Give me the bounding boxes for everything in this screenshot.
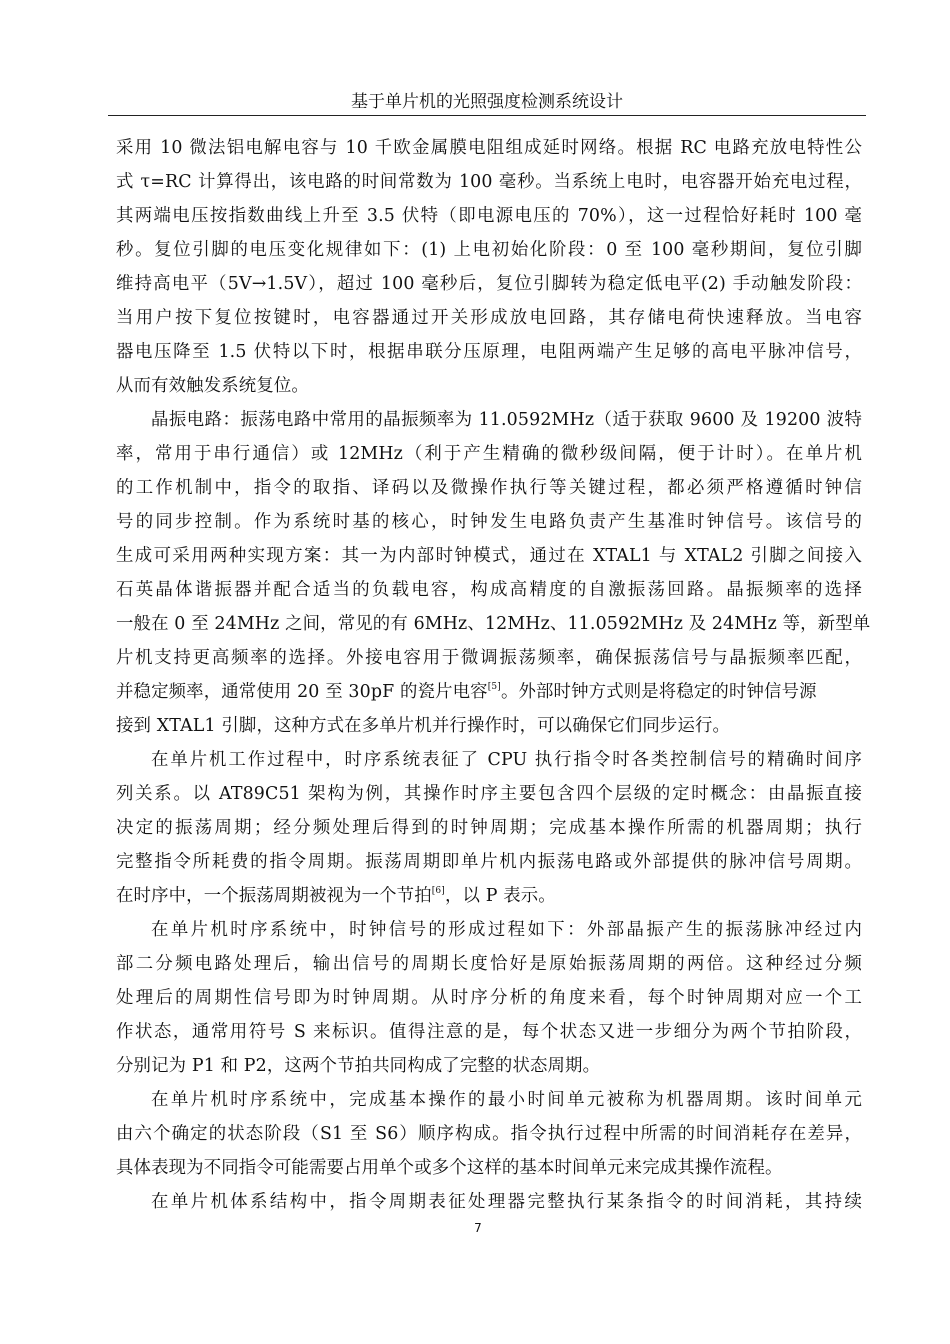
text-line: 片机支持更高频率的选择。外接电容用于微调振荡频率，确保振荡信号与晶振频率匹配， (116, 648, 862, 668)
paragraph-timing-system (116, 743, 862, 913)
text-line: 式 τ=RC 计算得出，该电路的时间常数为 100 毫秒。当系统上电时，电容器开始充电过程， (116, 172, 862, 192)
text-line: 号的同步控制。作为系统时基的核心，时钟发生电路负责产生基准时钟信号。该信号的 (116, 512, 862, 532)
text-line: 在单片机时序系统中，时钟信号的形成过程如下：外部晶振产生的振荡脉冲经过内 (151, 920, 862, 940)
text-line: 维持高电平（5V→1.5V），超过 100 毫秒后，复位引脚转为稳定低电平(2) 手动触发阶段： (116, 274, 862, 294)
text-line: 晶振电路：振荡电路中常用的晶振频率为 11.0592MHz（适于获取 9600 及 19200 波特 (151, 410, 862, 430)
text-segment: ，以 P 表示。 (444, 886, 556, 906)
text-line: 作状态，通常用符号 S 来标识。值得注意的是，每个状态又进一步细分为两个节拍阶段， (116, 1022, 862, 1042)
text-line: 部二分频电路处理后，输出信号的周期长度恰好是原始振荡周期的两倍。这种经过分频 (116, 954, 862, 974)
text-line: 石英晶体谐振器并配合适当的负载电容，构成高精度的自激振荡回路。晶振频率的选择 (116, 580, 862, 600)
paragraph-machine-cycle (116, 1083, 862, 1185)
paragraph-reset-circuit (116, 131, 862, 403)
text-line: 分别记为 P1 和 P2，这两个节拍共同构成了完整的状态周期。 (116, 1056, 601, 1076)
text-line: 完整指令所耗费的指令周期。振荡周期即单片机内振荡电路或外部提供的脉冲信号周期。 (116, 852, 862, 872)
text-line: 处理后的周期性信号即为时钟周期。从时序分析的角度来看，每个时钟周期对应一个工 (116, 988, 862, 1008)
header-title: 基于单片机的光照强度检测系统设计 (351, 92, 623, 112)
text-line: 器电压降至 1.5 伏特以下时，根据串联分压原理，电阻两端产生足够的高电平脉冲信号， (116, 342, 862, 362)
text-segment: 在时序中，一个振荡周期被视为一个节拍 (116, 886, 432, 906)
text-line: 当用户按下复位按键时，电容器通过开关形成放电回路，其存储电荷快速释放。当电容 (116, 308, 862, 328)
page-number: 7 (474, 1221, 482, 1235)
text-segment: 并稳定频率，通常使用 20 至 30pF 的瓷片电容 (116, 682, 488, 702)
text-line-with-citation (116, 675, 862, 709)
text-line: 秒。复位引脚的电压变化规律如下：(1) 上电初始化阶段：0 至 100 毫秒期间，复位引脚 (116, 240, 862, 260)
text-line: 由六个确定的状态阶段（S1 至 S6）顺序构成。指令执行过程中所需的时间消耗存在差异， (116, 1124, 862, 1144)
citation-5: [5] (487, 682, 501, 692)
text-line: 在单片机体系结构中，指令周期表征处理器完整执行某条指令的时间消耗，其持续 (151, 1192, 862, 1212)
paragraph-instruction-cycle (116, 1185, 862, 1219)
text-line: 其两端电压按指数曲线上升至 3.5 伏特（即电源电压的 70%），这一过程恰好耗时 100 毫 (116, 206, 862, 226)
text-line: 采用 10 微法铝电解电容与 10 千欧金属膜电阻组成延时网络。根据 RC 电路充放电特性公 (116, 138, 862, 158)
text-line: 的工作机制中，指令的取指、译码以及微操作执行等关键过程，都必须严格遵循时钟信 (116, 478, 862, 498)
text-line: 在单片机工作过程中，时序系统表征了 CPU 执行指令时各类控制信号的精确时间序 (151, 750, 862, 770)
text-line: 列关系。以 AT89C51 架构为例，其操作时序主要包含四个层级的定时概念：由晶振直接 (116, 784, 862, 804)
text-line-with-citation (116, 879, 862, 913)
document-body (116, 131, 871, 1219)
page-header (108, 89, 866, 116)
text-line: 率，常用于串行通信）或 12MHz（利于产生精确的微秒级间隔，便于计时）。在单片机 (116, 444, 862, 464)
text-line: 接到 XTAL1 引脚，这种方式在多单片机并行操作时，可以确保它们同步运行。 (116, 716, 731, 736)
text-line: 生成可采用两种实现方案：其一为内部时钟模式，通过在 XTAL1 与 XTAL2 引脚之间接入 (116, 546, 862, 566)
text-line: 决定的振荡周期；经分频处理后得到的时钟周期；完成基本操作所需的机器周期；执行 (116, 818, 862, 838)
paragraph-clock-signal (116, 913, 862, 1083)
text-line: 一般在 0 至 24MHz 之间，常见的有 6MHz、12MHz、11.0592MHz 及 24MHz 等，新型单 (116, 614, 871, 634)
paragraph-crystal-circuit (116, 403, 871, 743)
text-line: 具体表现为不同指令可能需要占用单个或多个这样的基本时间单元来完成其操作流程。 (116, 1158, 783, 1178)
text-line: 在单片机时序系统中，完成基本操作的最小时间单元被称为机器周期。该时间单元 (151, 1090, 862, 1110)
text-segment: 。外部时钟方式则是将稳定的时钟信号源 (500, 682, 817, 702)
citation-6: [6] (431, 886, 445, 896)
text-line: 从而有效触发系统复位。 (116, 376, 309, 396)
